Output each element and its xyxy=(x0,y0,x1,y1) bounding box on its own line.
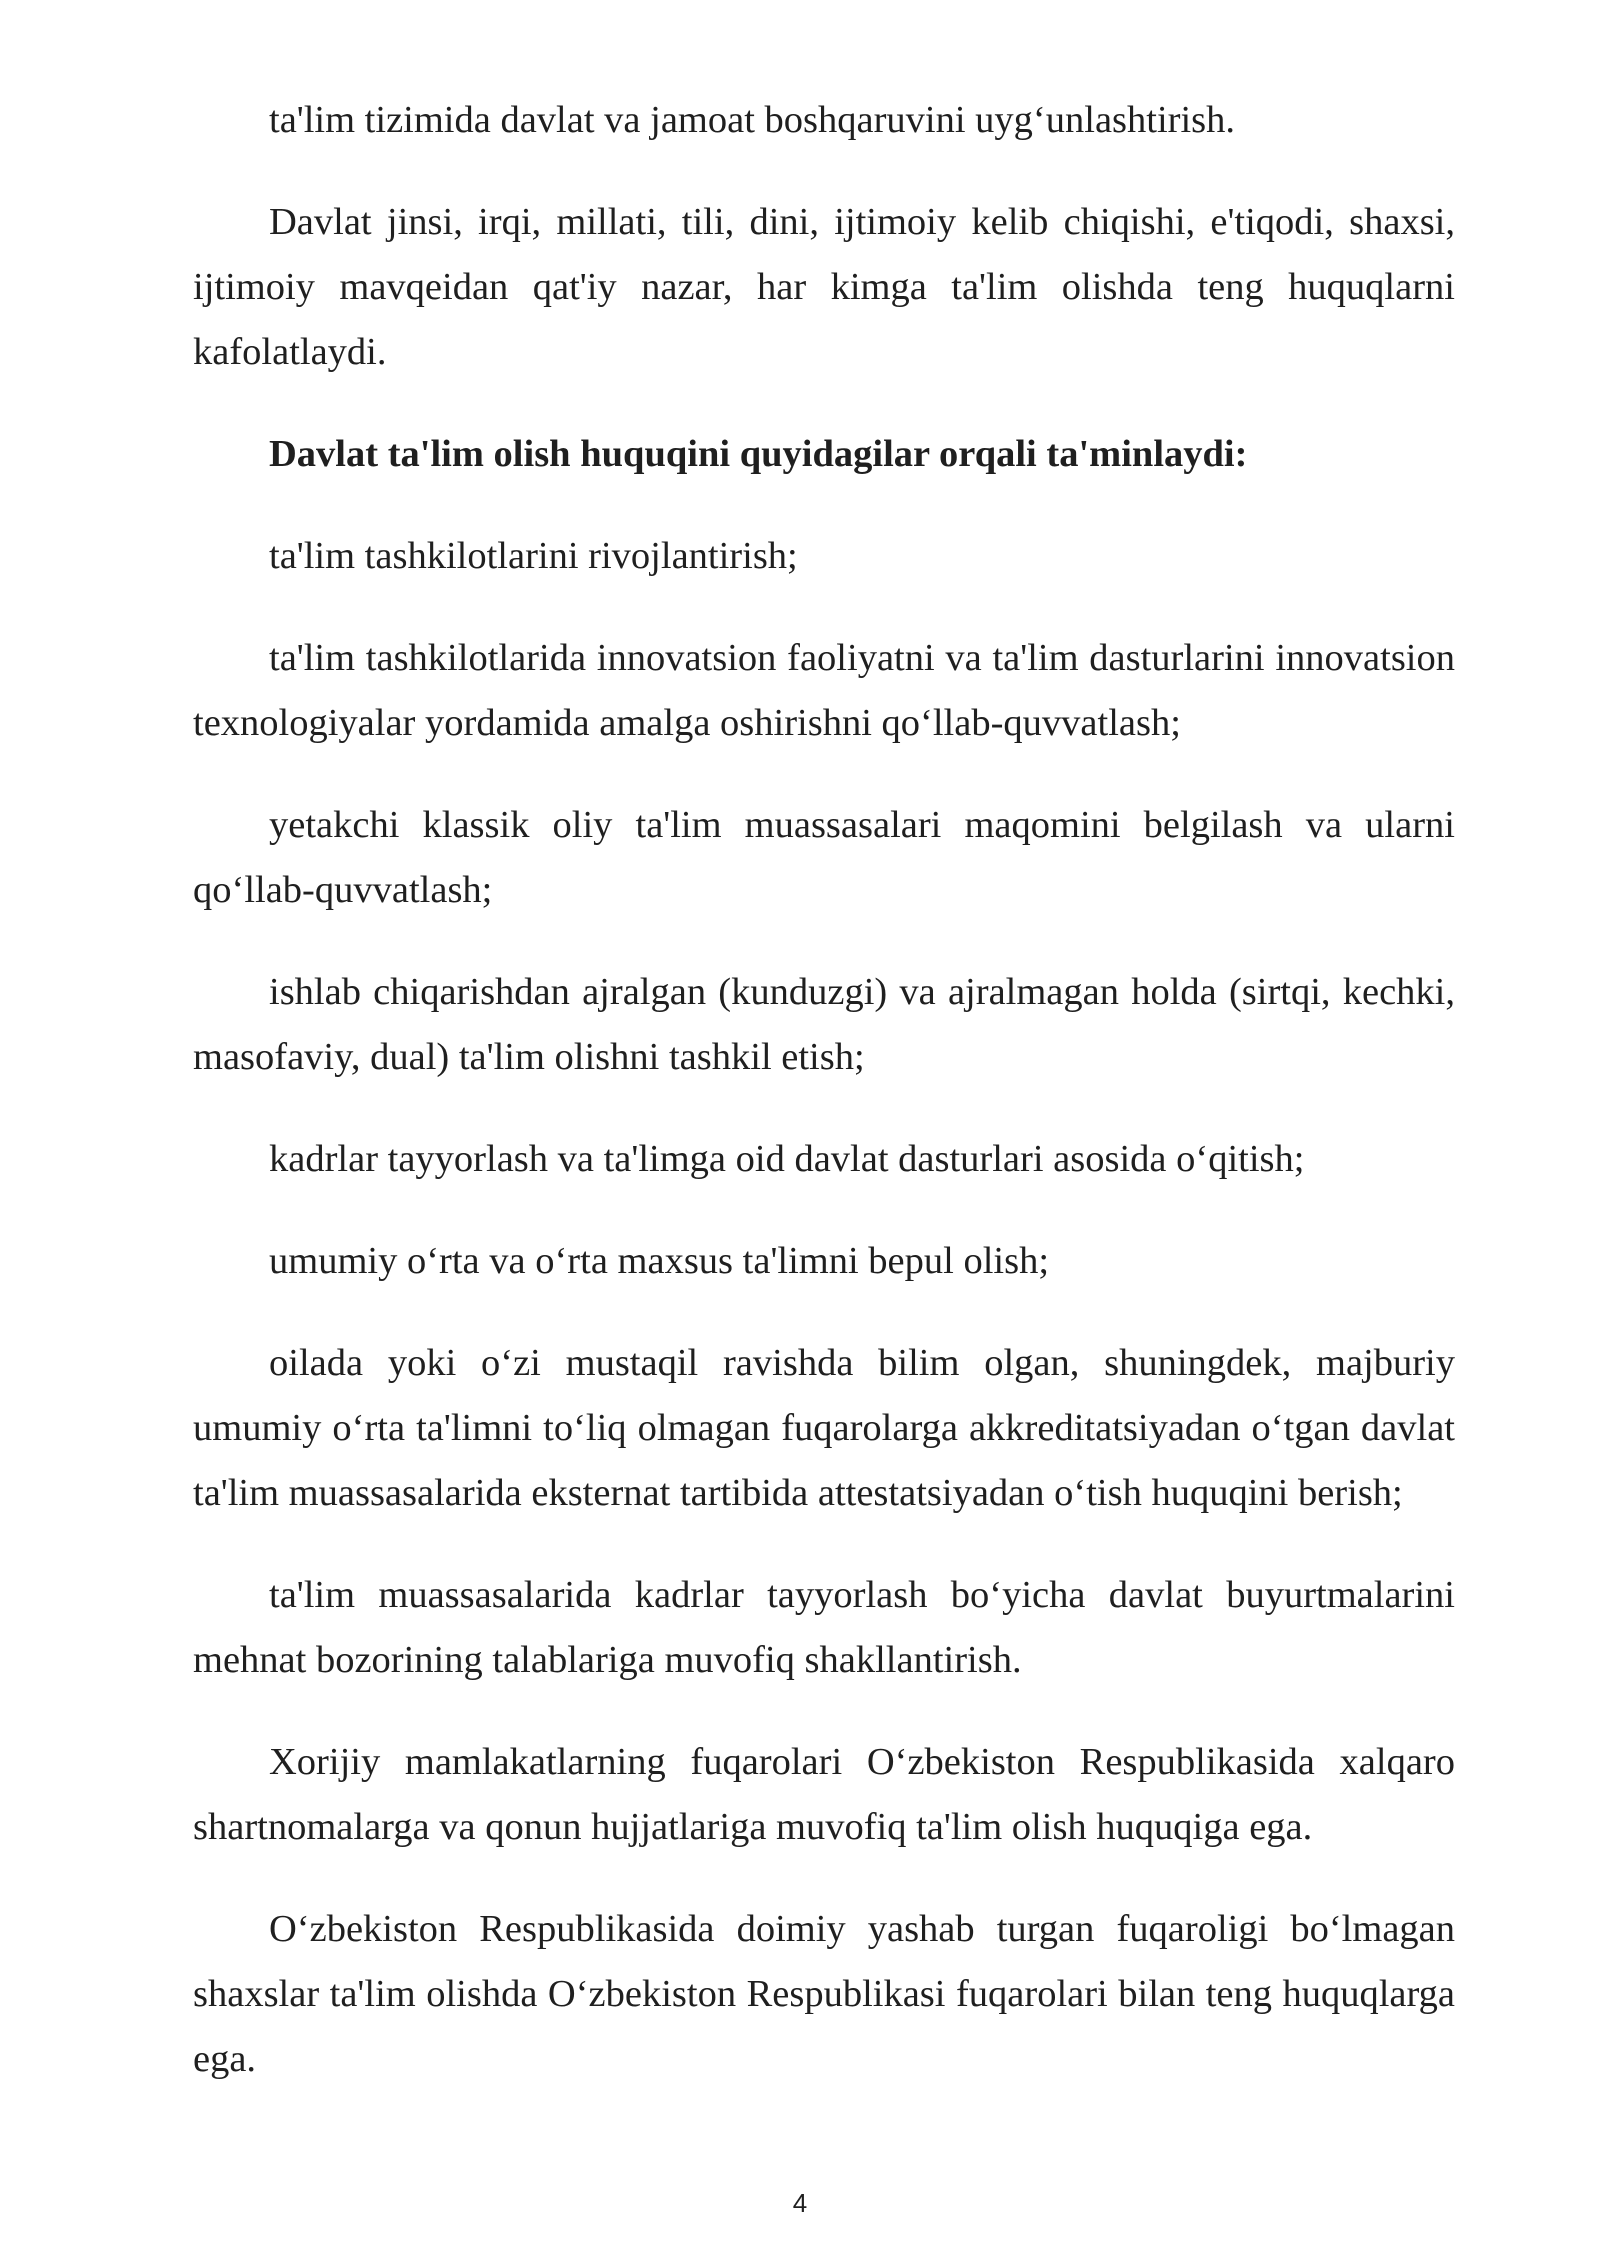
paragraph-stateless-persons: O‘zbekiston Respublikasida doimiy yashab turgan fuqaroligi bo‘lmagan shaxslar ta'lim olishda O‘zbekiston Respublikasi fuqarolari bilan teng huquqlarga ega. xyxy=(193,1908,1455,2080)
list-item: ta'lim muassasalarida kadrlar tayyorlash bo‘yicha davlat buyurtmalarini mehnat bozorining talablariga muvofiq shakllantirish. xyxy=(193,1574,1455,1681)
list-item: ta'lim tashkilotlarini rivojlantirish; xyxy=(269,535,798,577)
list-item: oilada yoki o‘zi mustaqil ravishda bilim olgan, shuningdek, majburiy umumiy o‘rta ta'limni to‘liq olmagan fuqarolarga akkreditatsiyadan o‘tgan davlat ta'lim muassasalarida eksternat tartibida attestatsiyadan o‘tish huquqini berish; xyxy=(193,1342,1455,1514)
list-item: ta'lim tashkilotlarida innovatsion faoliyatni va ta'lim dasturlarini innovatsion texnologiyalar yordamida amalga oshirishni qo‘llab-quvvatlash; xyxy=(193,637,1455,744)
paragraph-intro: ta'lim tizimida davlat va jamoat boshqaruvini uyg‘unlashtirish. xyxy=(269,99,1236,141)
section-heading: Davlat ta'lim olish huquqini quyidagilar orqali ta'minlaydi: xyxy=(269,433,1248,475)
document-body xyxy=(193,88,1455,2129)
list-item: kadrlar tayyorlash va ta'limga oid davlat dasturlari asosida o‘qitish; xyxy=(269,1138,1305,1180)
list-item: yetakchi klassik oliy ta'lim muassasalari maqomini belgilash va ularni qo‘llab-quvvatlash; xyxy=(193,804,1455,911)
paragraph-foreign-citizens: Xorijiy mamlakatlarning fuqarolari O‘zbekiston Respublikasida xalqaro shartnomalarga va qonun hujjatlariga muvofiq ta'lim olish huquqiga ega. xyxy=(193,1741,1455,1848)
list-item: umumiy o‘rta va o‘rta maxsus ta'limni bepul olish; xyxy=(269,1240,1050,1282)
page-number: 4 xyxy=(792,2188,808,2218)
list-item: ishlab chiqarishdan ajralgan (kunduzgi) va ajralmagan holda (sirtqi, kechki, masofaviy, dual) ta'lim olishni tashkil etish; xyxy=(193,971,1455,1078)
paragraph-equal-rights: Davlat jinsi, irqi, millati, tili, dini, ijtimoiy kelib chiqishi, e'tiqodi, shaxsi, ijtimoiy mavqeidan qat'iy nazar, har kimga ta'lim olishda teng huquqlarni kafolatlaydi. xyxy=(193,201,1455,373)
